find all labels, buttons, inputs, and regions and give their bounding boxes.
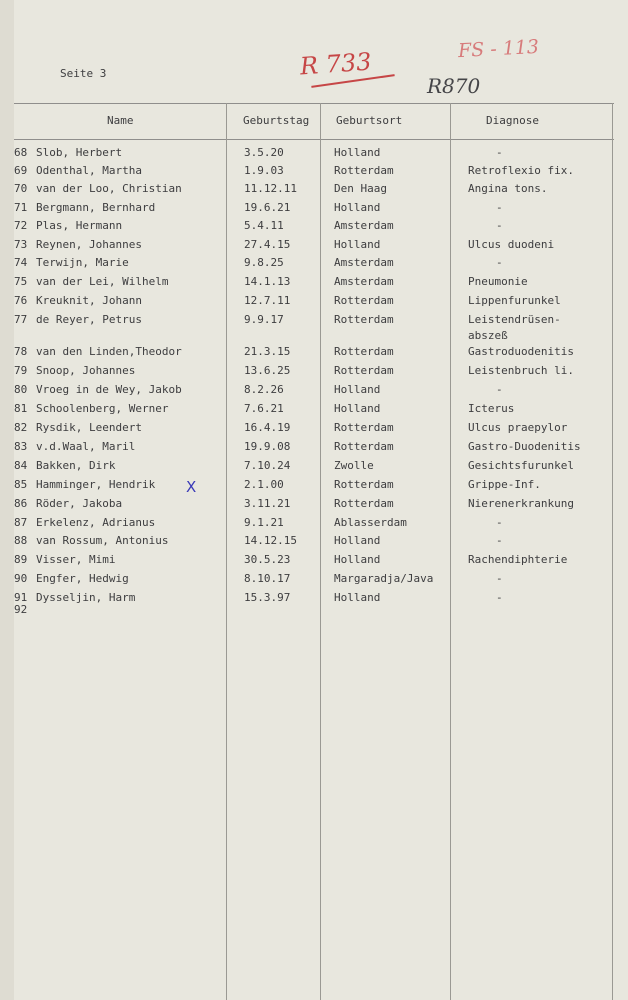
row-number-92: 92 xyxy=(14,603,28,616)
table-row xyxy=(0,345,628,364)
row-place: Den Haag xyxy=(334,182,387,195)
row-diag: - xyxy=(496,383,503,396)
row-name: Engfer, Hedwig xyxy=(36,572,129,585)
row-place: Holland xyxy=(334,534,381,547)
row-num: 81 xyxy=(14,402,28,415)
row-name: Vroeg in de Wey, Jakob xyxy=(36,383,182,396)
row-place: Amsterdam xyxy=(334,256,394,269)
row-date: 14.1.13 xyxy=(244,275,291,288)
row-date: 1.9.03 xyxy=(244,164,284,177)
row-num: 89 xyxy=(14,553,28,566)
row-place: Holland xyxy=(334,591,381,604)
table-row xyxy=(0,256,628,275)
row-diag: Icterus xyxy=(468,402,515,415)
row-date: 13.6.25 xyxy=(244,364,291,377)
row-name: Visser, Mimi xyxy=(36,553,116,566)
row-name: van Rossum, Antonius xyxy=(36,534,169,547)
table-row xyxy=(0,440,628,459)
row-num: 82 xyxy=(14,421,28,434)
row-date: 2.1.00 xyxy=(244,478,284,491)
row-diag: Leistenbruch li. xyxy=(468,364,574,377)
header-geburtstag: Geburtstag xyxy=(243,114,310,127)
row-num: 69 xyxy=(14,164,28,177)
row-num: 87 xyxy=(14,516,28,529)
table-row xyxy=(0,553,628,572)
row-date: 8.2.26 xyxy=(244,383,284,396)
row-place: Rotterdam xyxy=(334,440,394,453)
row-num: 83 xyxy=(14,440,28,453)
row-num: 68 xyxy=(14,146,28,159)
row-num: 78 xyxy=(14,345,28,358)
table-row xyxy=(0,478,628,497)
row-place: Amsterdam xyxy=(334,219,394,232)
row-name: Snoop, Johannes xyxy=(36,364,136,377)
row-date: 11.12.11 xyxy=(244,182,297,195)
row-num: 70 xyxy=(14,182,28,195)
row-diag: Retroflexio fix. xyxy=(468,164,574,177)
row-date: 5.4.11 xyxy=(244,219,284,232)
row-date: 9.9.17 xyxy=(244,313,284,326)
row-diag: - xyxy=(496,256,503,269)
row-num: 75 xyxy=(14,275,28,288)
row-name: Dysseljin, Harm xyxy=(36,591,136,604)
row-num: 88 xyxy=(14,534,28,547)
row-diag: - xyxy=(496,572,503,585)
row-num: 80 xyxy=(14,383,28,396)
row-place: Holland xyxy=(334,553,381,566)
row-name: Terwijn, Marie xyxy=(36,256,129,269)
row-diag-continued: abszeß xyxy=(468,329,508,342)
row-diag: Lippenfurunkel xyxy=(468,294,561,307)
row-date: 12.7.11 xyxy=(244,294,291,307)
header-bottom-rule xyxy=(14,139,614,140)
row-diag: Grippe-Inf. xyxy=(468,478,541,491)
row-num: 90 xyxy=(14,572,28,585)
table-row xyxy=(0,572,628,591)
row-name: Schoolenberg, Werner xyxy=(36,402,169,415)
row-name: Bergmann, Bernhard xyxy=(36,201,156,214)
row-place: Rotterdam xyxy=(334,364,394,377)
row-name: Bakken, Dirk xyxy=(36,459,116,472)
header-geburtsort: Geburtsort xyxy=(336,114,403,127)
fs-handwritten-code: FS - 113 xyxy=(457,35,540,63)
row-diag: Gastroduodenitis xyxy=(468,345,574,358)
row-place: Holland xyxy=(334,201,381,214)
row-date: 3.11.21 xyxy=(244,497,291,510)
row-num: 74 xyxy=(14,256,28,269)
row-name: v.d.Waal, Maril xyxy=(36,440,136,453)
row-name: Reynen, Johannes xyxy=(36,238,142,251)
row-diag: - xyxy=(496,534,503,547)
table-row xyxy=(0,516,628,535)
row-num: 71 xyxy=(14,201,28,214)
row-date: 8.10.17 xyxy=(244,572,291,585)
row-num: 79 xyxy=(14,364,28,377)
row-place: Ablasserdam xyxy=(334,516,407,529)
header-name: Name xyxy=(107,114,134,127)
row-diag: - xyxy=(496,591,503,604)
table-row xyxy=(0,164,628,183)
row-place: Rotterdam xyxy=(334,497,394,510)
row-date: 27.4.15 xyxy=(244,238,291,251)
row-diag: - xyxy=(496,219,503,232)
row-diag: - xyxy=(496,516,503,529)
table-row xyxy=(0,402,628,421)
row-place: Holland xyxy=(334,383,381,396)
row-num: 91 xyxy=(14,591,28,604)
red-handwritten-code: R 733 xyxy=(299,47,373,81)
row-place: Rotterdam xyxy=(334,294,394,307)
header-diagnose: Diagnose xyxy=(486,114,539,127)
x-mark: X xyxy=(186,478,197,496)
row-place: Rotterdam xyxy=(334,313,394,326)
row-name: van den Linden,Theodor xyxy=(36,345,182,358)
row-num: 86 xyxy=(14,497,28,510)
header-top-rule xyxy=(14,103,614,104)
row-diag: Gastro-Duodenitis xyxy=(468,440,581,453)
row-date: 21.3.15 xyxy=(244,345,291,358)
row-date: 7.6.21 xyxy=(244,402,284,415)
row-place: Holland xyxy=(334,402,381,415)
row-name: van der Loo, Christian xyxy=(36,182,182,195)
table-row xyxy=(0,313,628,342)
row-name: Plas, Hermann xyxy=(36,219,123,232)
row-diag: Ulcus praepylor xyxy=(468,421,568,434)
table-row xyxy=(0,534,628,553)
row-num: 72 xyxy=(14,219,28,232)
row-date: 19.6.21 xyxy=(244,201,291,214)
r870-handwritten-code: R870 xyxy=(427,74,481,98)
row-place: Holland xyxy=(334,238,381,251)
row-place: Amsterdam xyxy=(334,275,394,288)
row-date: 14.12.15 xyxy=(244,534,297,547)
row-date: 7.10.24 xyxy=(244,459,291,472)
row-name: Rysdik, Leendert xyxy=(36,421,142,434)
row-name: Hamminger, Hendrik xyxy=(36,478,156,491)
row-diag: Ulcus duodeni xyxy=(468,238,555,251)
row-num: 84 xyxy=(14,459,28,472)
row-name: de Reyer, Petrus xyxy=(36,313,142,326)
row-date: 15.3.97 xyxy=(244,591,291,604)
row-num: 77 xyxy=(14,313,28,326)
table-row xyxy=(0,238,628,257)
row-diag: Leistendrüsen- xyxy=(468,313,561,326)
table-row xyxy=(0,459,628,478)
table-row xyxy=(0,275,628,294)
table-row xyxy=(0,146,628,165)
row-place: Rotterdam xyxy=(334,478,394,491)
row-diag: Angina tons. xyxy=(468,182,548,195)
table-row xyxy=(0,421,628,440)
row-date: 9.1.21 xyxy=(244,516,284,529)
row-name: van der Lei, Wilhelm xyxy=(36,275,169,288)
table-row xyxy=(0,182,628,201)
row-num: 76 xyxy=(14,294,28,307)
table-row xyxy=(0,219,628,238)
table-row xyxy=(0,364,628,383)
row-date: 9.8.25 xyxy=(244,256,284,269)
table-row xyxy=(0,201,628,220)
table-row xyxy=(0,383,628,402)
row-date: 3.5.20 xyxy=(244,146,284,159)
row-name: Slob, Herbert xyxy=(36,146,123,159)
table-row xyxy=(0,497,628,516)
row-diag: - xyxy=(496,146,503,159)
row-name: Odenthal, Martha xyxy=(36,164,142,177)
row-place: Rotterdam xyxy=(334,421,394,434)
row-name: Röder, Jakoba xyxy=(36,497,123,510)
row-diag: Gesichtsfurunkel xyxy=(468,459,574,472)
row-diag: - xyxy=(496,201,503,214)
row-date: 16.4.19 xyxy=(244,421,291,434)
row-diag: Pneumonie xyxy=(468,275,528,288)
table-row xyxy=(0,294,628,313)
row-date: 30.5.23 xyxy=(244,553,291,566)
row-diag: Rachendiphterie xyxy=(468,553,568,566)
row-diag: Nierenerkrankung xyxy=(468,497,574,510)
row-place: Rotterdam xyxy=(334,345,394,358)
page-label: Seite 3 xyxy=(60,67,107,80)
row-num: 85 xyxy=(14,478,28,491)
row-name: Kreuknit, Johann xyxy=(36,294,142,307)
table-row xyxy=(0,591,628,610)
row-place: Margaradja/Java xyxy=(334,572,434,585)
row-place: Zwolle xyxy=(334,459,374,472)
row-date: 19.9.08 xyxy=(244,440,291,453)
row-num: 73 xyxy=(14,238,28,251)
row-name: Erkelenz, Adrianus xyxy=(36,516,156,529)
row-place: Rotterdam xyxy=(334,164,394,177)
row-place: Holland xyxy=(334,146,381,159)
